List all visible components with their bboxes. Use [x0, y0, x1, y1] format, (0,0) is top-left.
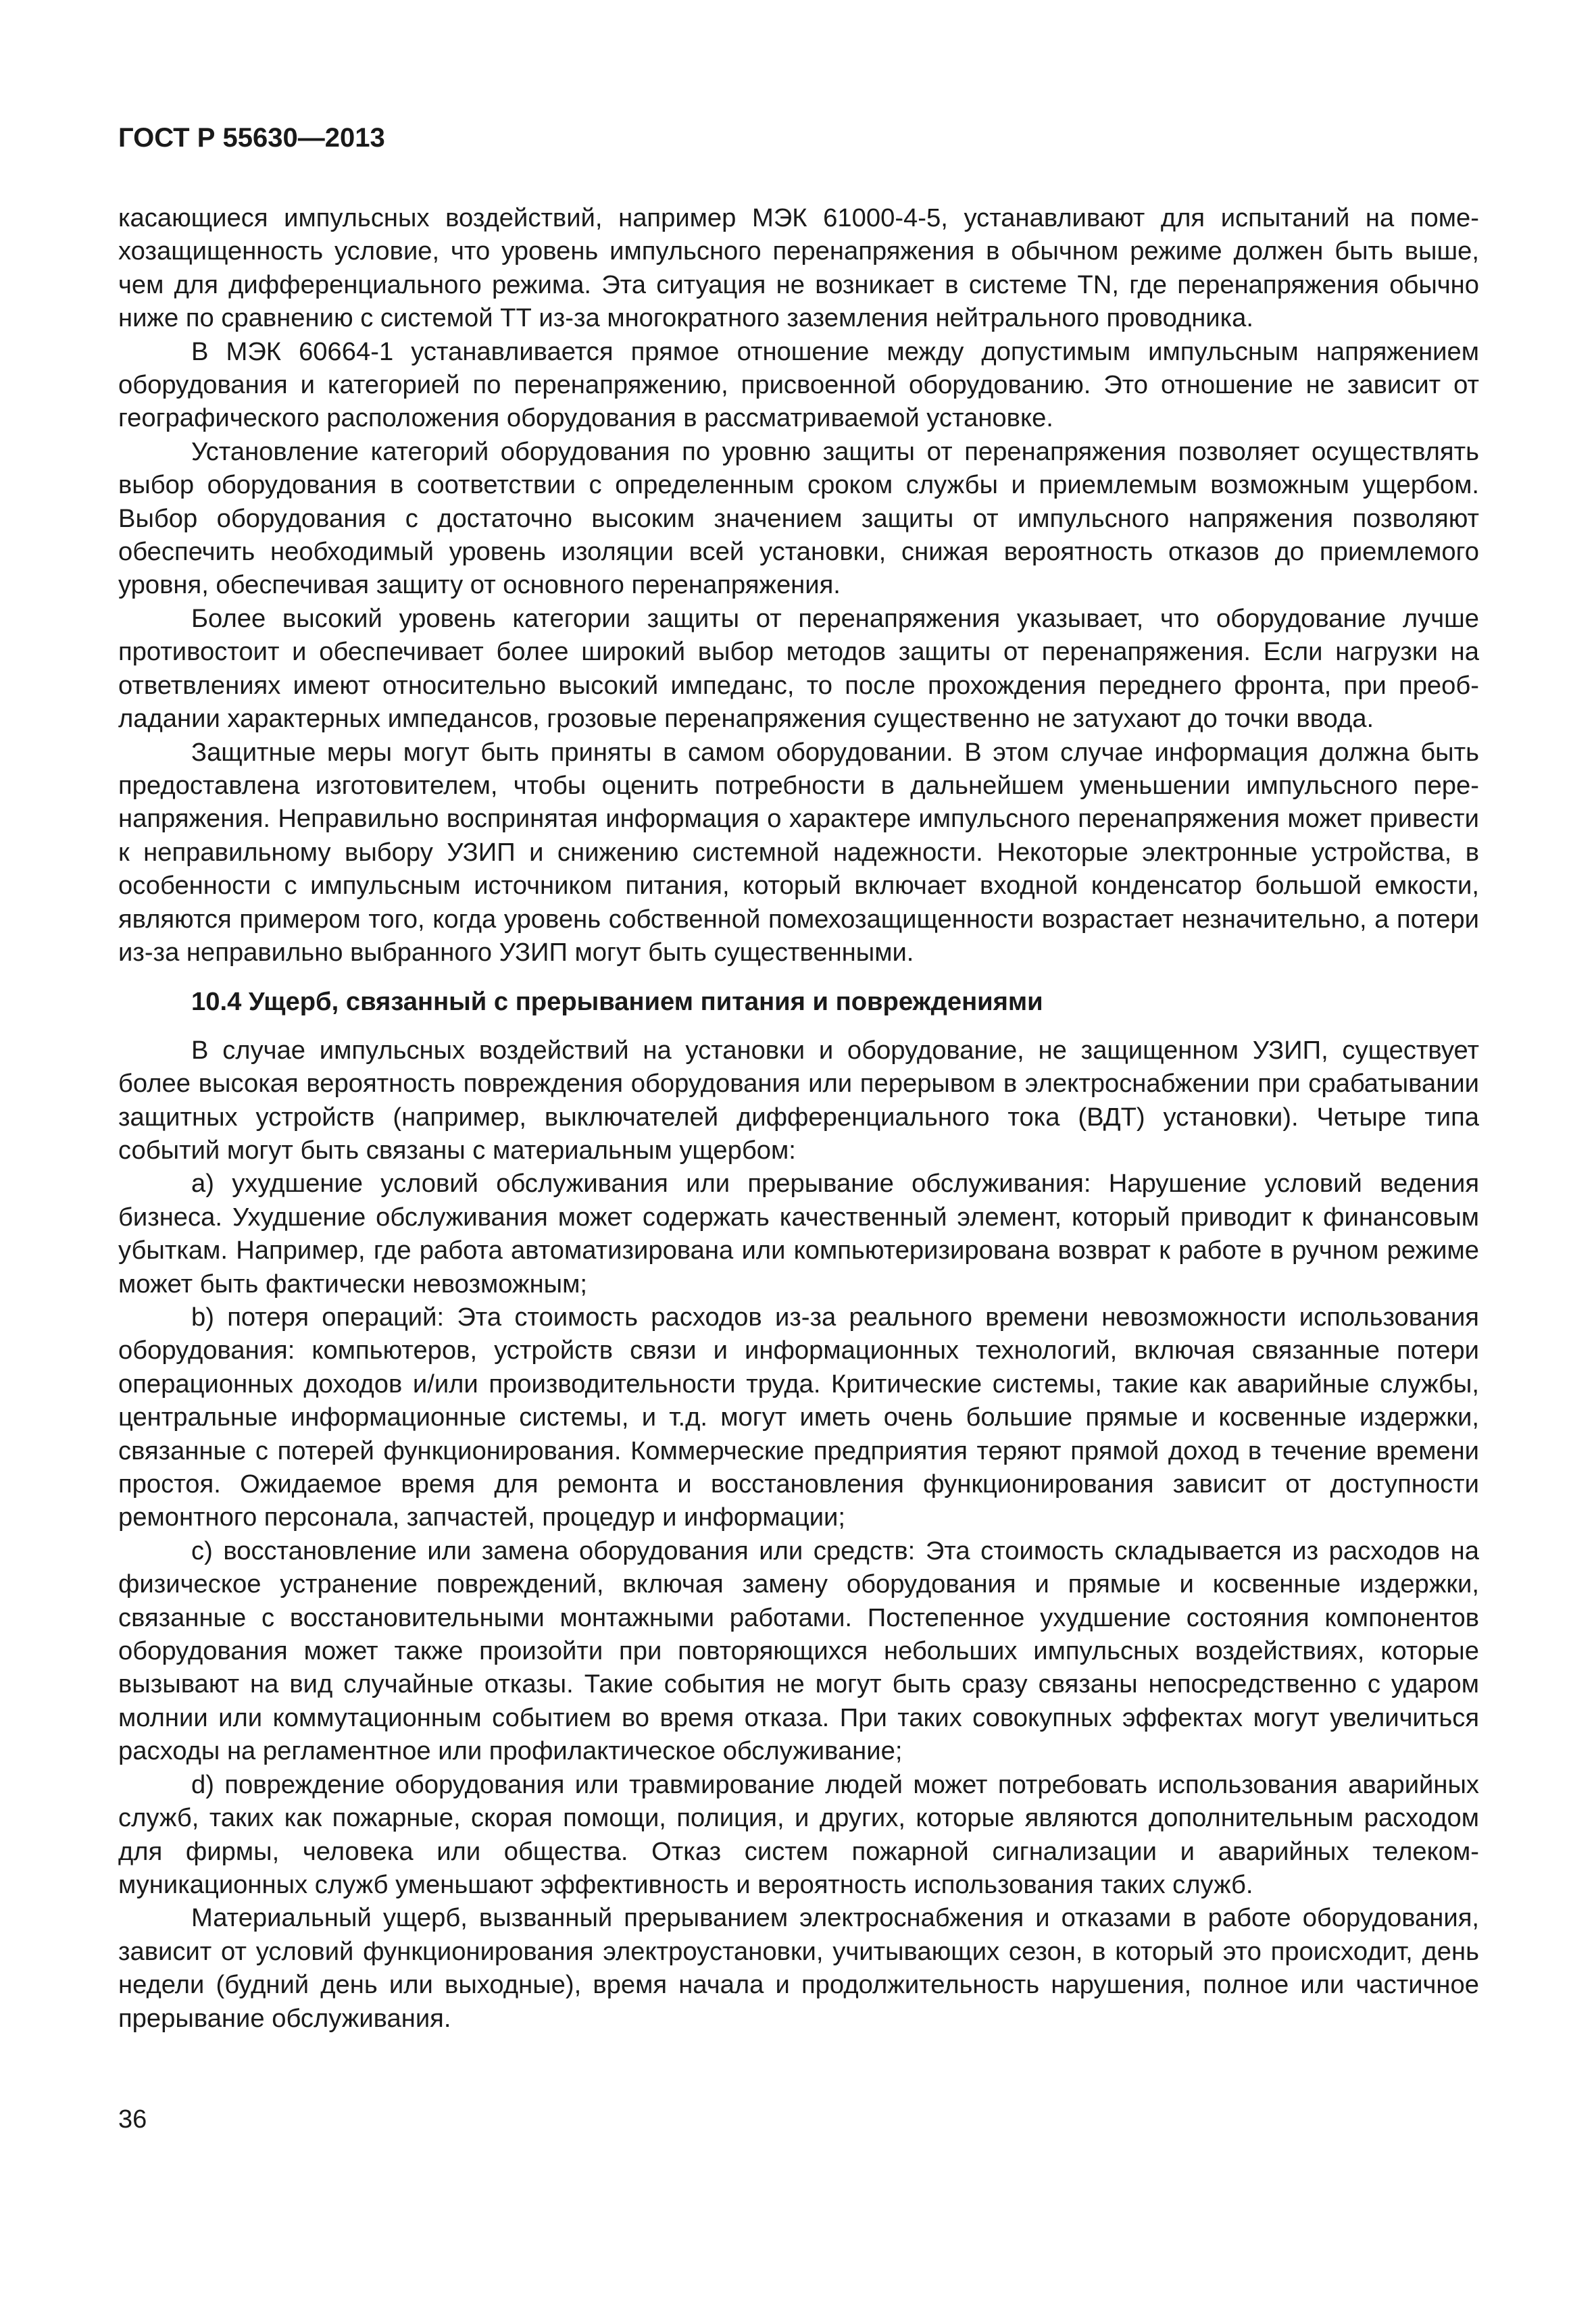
body-text	[118, 201, 1479, 2035]
list-item: b) потеря операций: Эта стоимость расходов из-за реального времени невозможности использования оборудования: компьютеров, устройств связи и информационных технологий, включая связанные потери операционных доходов и/или производительности труда. Критические системы, такие как аварийные службы, центральные информационные системы, и т.д. могут иметь очень большие прямые и косвенные издержки, связанные с потерей функционирования. Коммерческие предприятия теряют прямой доход в течение времени простоя. Ожидаемое время для ремонта и восстановления функционирования зависит от доступности ремонтного персонала, запчастей, процедур и информации;	[118, 1303, 1479, 1532]
list-item: а) ухудшение условий обслуживания или прерывание обслуживания: Нарушение условий ведения бизнеса. Ухудшение обслуживания может содержать качественный элемент, который приводит к финансовым убыткам. Например, где работа автоматизирована или компьютеризирована возврат к работе в ручном режиме может быть фактически невозможным;	[118, 1169, 1479, 1299]
paragraph: Более высокий уровень категории защиты от перенапряжения указывает, что оборудование лучше противостоит и обеспечивает более широкий выбор методов защиты от перенапряжения. Если нагрузки на ответвлениях имеют относительно высокий импеданс, то после прохождения переднего фронта, при преобладании характерных импедансов, грозовые перенапряжения существенно не затухают до точки ввода.	[118, 603, 1479, 734]
document-header: ГОСТ Р 55630—2013	[118, 123, 385, 153]
list-item: d) повреждение оборудования или травмирование людей может потребовать использования аварийных служб, таких как пожарные, скорая помощи, полиция, и других, которые являются дополнительным расходом для фирмы, человека или общества. Отказ систем пожарной сигнализации и аварийных телекоммуникационных служб уменьшают эффективность и вероятность использования таких служб.	[118, 1769, 1479, 1899]
paragraph: касающиеся импульсных воздействий, например МЭК 61000-4-5, устанавливают для испытаний на помехозащищенность условие, что уровень импульсного перенапряжения в обычном режиме должен быть выше, чем для дифференциального режима. Эта ситуация не возникает в системе TN, где перенапряжения обычно ниже по сравнению с системой ТТ из-за многократного заземления нейтрального проводника.	[118, 203, 1479, 333]
paragraph: Материальный ущерб, вызванный прерыванием электроснабжения и отказами в работе оборудования, зависит от условий функционирования электроустановки, учитывающих сезон, в который это происходит, день недели (будний день или выходные), время начала и продолжительность нарушения, полное или частичное прерывание обслуживания.	[118, 1903, 1479, 2033]
paragraph: Установление категорий оборудования по уровню защиты от перенапряжения позволяет осуществлять выбор оборудования в соответствии с определенным сроком службы и приемлемым возможным ущербом. Выбор оборудования с достаточно высоким значением защиты от импульсного напряжения позволяют обеспечить необходимый уровень изоляции всей установки, снижая вероятность отказов до приемлемого уровня, обеспечивая защиту от основного перенапряжения.	[118, 436, 1479, 600]
paragraph: В МЭК 60664-1 устанавливается прямое отношение между допустимым импульсным напряжением оборудования и категорией по перенапряжению, присвоенной оборудованию. Это отношение не зависит от географического расположения оборудования в рассматриваемой установке.	[118, 336, 1479, 433]
document-page	[118, 122, 1479, 2035]
page-number: 36	[118, 2105, 147, 2134]
list-item: с) восстановление или замена оборудования или средств: Эта стоимость складывается из расходов на физическое устранение повреждений, включая замену оборудования и прямые и косвенные издержки, связанные с восстановительными монтажными работами. Постепенное ухудшение состояния компонентов оборудования может также произойти при повторяющихся небольших импульсных воздействиях, которые вызывают на вид случайные отказы. Такие события не могут быть сразу связаны непосредственно с ударом молнии или коммутационным событием во время отказа. При таких совокупных эффектах могут увеличиться расходы на регламентное или профилактическое обслуживание;	[118, 1536, 1479, 1766]
section-heading: 10.4 Ущерб, связанный с прерыванием питания и повреждениями	[191, 987, 1043, 1017]
paragraph: Защитные меры могут быть приняты в самом оборудовании. В этом случае информация должна быть предоставлена изготовителем, чтобы оценить потребности в дальнейшем уменьшении импульсного перенапряжения. Неправильно воспринятая информация о характере импульсного перенапряжения может привести к неправильному выбору УЗИП и снижению системной надежности. Некоторые электронные устройства, в особенности с импульсным источником питания, который включает входной конденсатор большой емкости, являются примером того, когда уровень собственной помехозащищенности возрастает незначительно, а потери из-за неправильно выбранного УЗИП могут быть существенными.	[118, 737, 1479, 967]
paragraph: В случае импульсных воздействий на установки и оборудование, не защищенном УЗИП, существует более высокая вероятность повреждения оборудования или перерывом в электроснабжении при срабатывании защитных устройств (например, выключателей дифференциального тока (ВДТ) установки). Четыре типа событий могут быть связаны с материальным ущербом:	[118, 1035, 1479, 1165]
